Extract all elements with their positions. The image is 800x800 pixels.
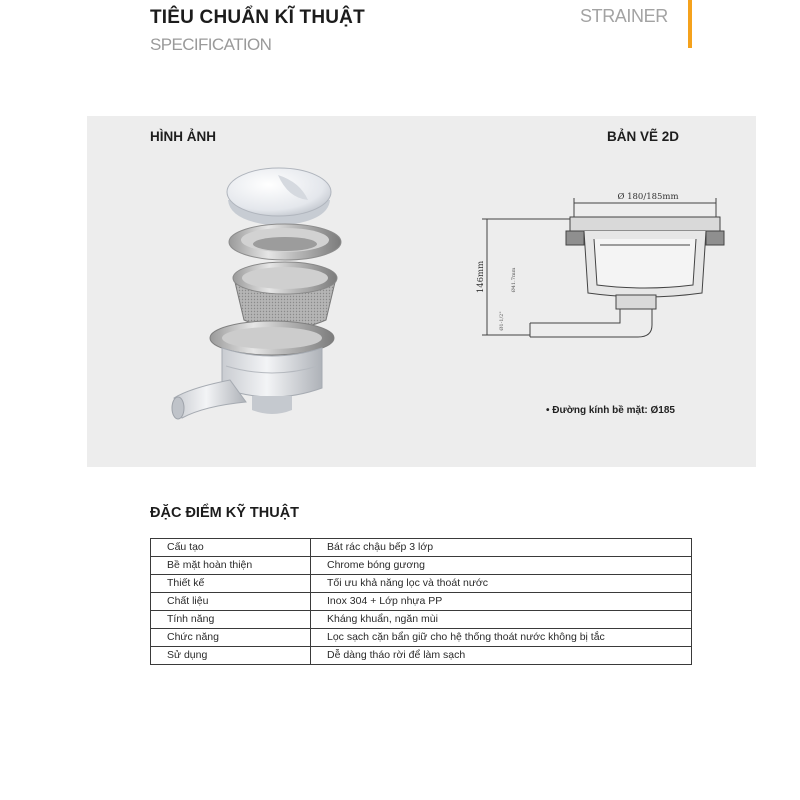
table-row: [151, 539, 692, 557]
spec-value: Dễ dàng tháo rời để làm sạch: [311, 647, 692, 665]
spec-value: Chrome bóng gương: [311, 557, 692, 575]
page-title: TIÊU CHUẨN KĨ THUẬT: [150, 7, 365, 28]
drawing-section-label: BẢN VẼ 2D: [607, 129, 680, 144]
height-dimension: 146mm: [476, 260, 486, 294]
table-row: [151, 629, 692, 647]
table-row: [151, 647, 692, 665]
spec-key: Thiết kế: [151, 575, 311, 593]
surface-diameter-note: • Đường kính bề mặt: Ø185: [546, 405, 675, 416]
page-subtitle: SPECIFICATION: [150, 35, 272, 54]
spec-value: Bát rác chậu bếp 3 lớp: [311, 539, 692, 557]
table-row: [151, 593, 692, 611]
spec-key: Cấu tạo: [151, 539, 311, 557]
spec-key: Chức năng: [151, 629, 311, 647]
mesh-basket: [233, 262, 337, 329]
spec-key: Bề mặt hoàn thiện: [151, 557, 311, 575]
spec-key: Sử dụng: [151, 647, 311, 665]
product-image: [160, 160, 390, 425]
spec-value: Kháng khuẩn, ngăn mùi: [311, 611, 692, 629]
drain-body: [172, 321, 334, 419]
outlet-dimension: Ø41.7mm: [511, 267, 517, 293]
product-name: STRAINER: [580, 6, 668, 26]
diameter-dimension: Ø 180/185mm: [617, 192, 679, 202]
table-row: [151, 611, 692, 629]
table-row: [151, 575, 692, 593]
technical-drawing: [470, 185, 730, 355]
image-section-label: HÌNH ẢNH: [150, 129, 216, 144]
strainer-rim: [229, 224, 341, 260]
spec-value: Lọc sạch cặn bẩn giữ cho hệ thống thoát nước không bị tắc: [311, 629, 692, 647]
thread-dimension: Ø1-1/2": [499, 311, 505, 331]
spec-value: Tối ưu khả năng lọc và thoát nước: [311, 575, 692, 593]
strainer-lid: [227, 168, 331, 226]
table-row: [151, 557, 692, 575]
spec-table: [150, 538, 692, 665]
spec-key: Tính năng: [151, 611, 311, 629]
spec-value: Inox 304 + Lớp nhựa PP: [311, 593, 692, 611]
spec-key: Chất liệu: [151, 593, 311, 611]
spec-heading: ĐẶC ĐIỂM KỸ THUẬT: [150, 505, 300, 521]
accent-bar: [688, 0, 692, 48]
